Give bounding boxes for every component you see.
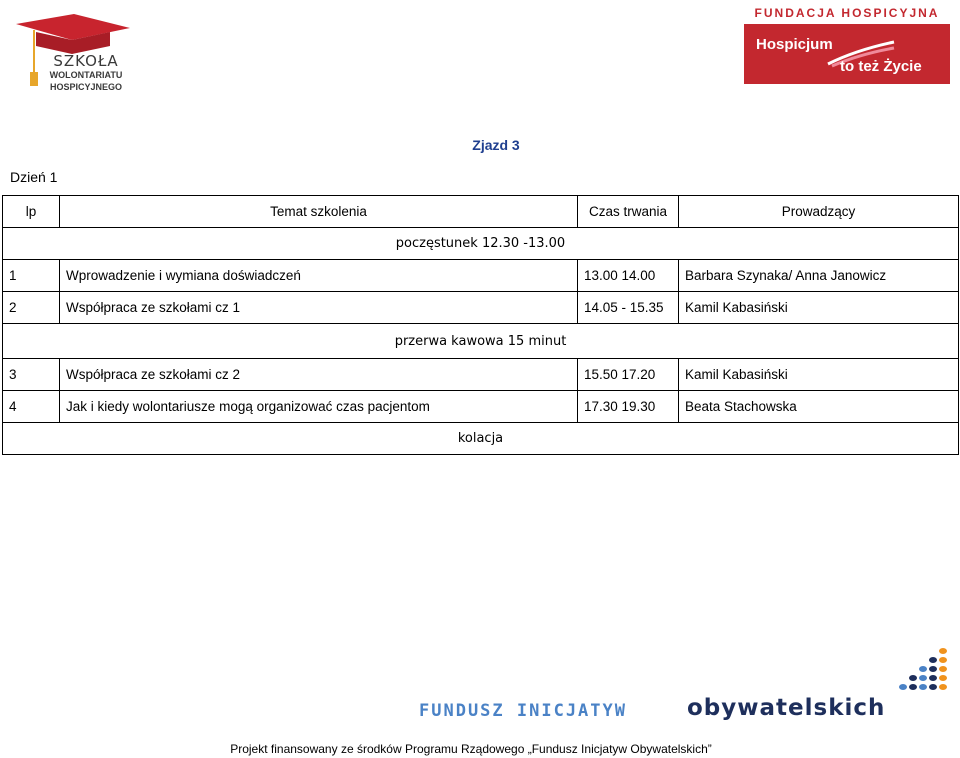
row-lead: Beata Stachowska [679,391,959,423]
table-row [3,292,959,324]
row-lp: 4 [3,391,60,423]
header-lp: lp [3,196,60,228]
table-row [3,359,959,391]
table-row [3,228,959,260]
row-topic: Jak i kiedy wolontariusze mogą organizować czas pacjentom [60,391,578,423]
row-topic: Współpraca ze szkołami cz 1 [60,292,578,324]
logo-dot [899,684,907,690]
foundation-slogan-line2: to też Życie [840,58,922,75]
school-logo [14,14,134,98]
row-topic: Wprowadzenie i wymiana doświadczeń [60,260,578,292]
row-lp: 1 [3,260,60,292]
logo-dot [929,675,937,681]
logo-dot [919,666,927,672]
page-title: Zjazd 3 [472,137,520,153]
dots-icon [875,645,955,695]
row-lp: 3 [3,359,60,391]
logo-dot [919,675,927,681]
table-row [3,391,959,423]
row-lead: Kamil Kabasiński [679,359,959,391]
row-time: 14.05 - 15.35 [578,292,679,324]
logo-dot [939,684,947,690]
school-logo-line3: HOSPICYJNEGO [49,82,123,92]
foundation-logo [742,6,952,84]
table-row [3,260,959,292]
day-label: Dzień 1 [10,169,58,185]
logo-dot [939,648,947,654]
logo-dot [919,684,927,690]
logo-dot [939,666,947,672]
row-time: 13.00 14.00 [578,260,679,292]
fio-logo-part1: FUNDUSZ INICJATYW [419,701,627,721]
header-duration: Czas trwania [578,196,679,228]
foundation-slogan-line1: Hospicjum [756,36,833,53]
header-lead: Prowadzący [679,196,959,228]
foundation-badge [744,24,950,84]
row-lead: Barbara Szynaka/ Anna Janowicz [679,260,959,292]
logo-dot [939,657,947,663]
row-time: 17.30 19.30 [578,391,679,423]
break-row-text: poczęstunek 12.30 -13.00 [3,228,959,260]
break-row-text: kolacja [3,423,959,455]
school-logo-line1: SZKOŁA [53,52,119,70]
row-lead: Kamil Kabasiński [679,292,959,324]
row-time: 15.50 17.20 [578,359,679,391]
table-header-row [3,196,959,228]
row-topic: Współpraca ze szkołami cz 2 [60,359,578,391]
fio-logo-part2: obywatelskich [687,695,886,721]
logo-dot [909,684,917,690]
row-lp: 2 [3,292,60,324]
header-topic: Temat szkolenia [60,196,578,228]
break-row-text: przerwa kawowa 15 minut [3,324,959,359]
logo-dot [929,666,937,672]
table-row [3,324,959,359]
logo-dot [939,675,947,681]
logo-dot [929,657,937,663]
foundation-name: FUNDACJA HOSPICYJNA [754,6,940,20]
logo-dot [909,675,917,681]
schedule-table [2,195,959,455]
table-row [3,423,959,455]
footer-note: Projekt finansowany ze środków Programu Rządowego „Fundusz Inicjatyw Obywatelskich” [230,742,712,756]
fio-logo [415,645,955,725]
school-logo-line2: WOLONTARIATU [49,70,123,80]
logo-dot [929,684,937,690]
